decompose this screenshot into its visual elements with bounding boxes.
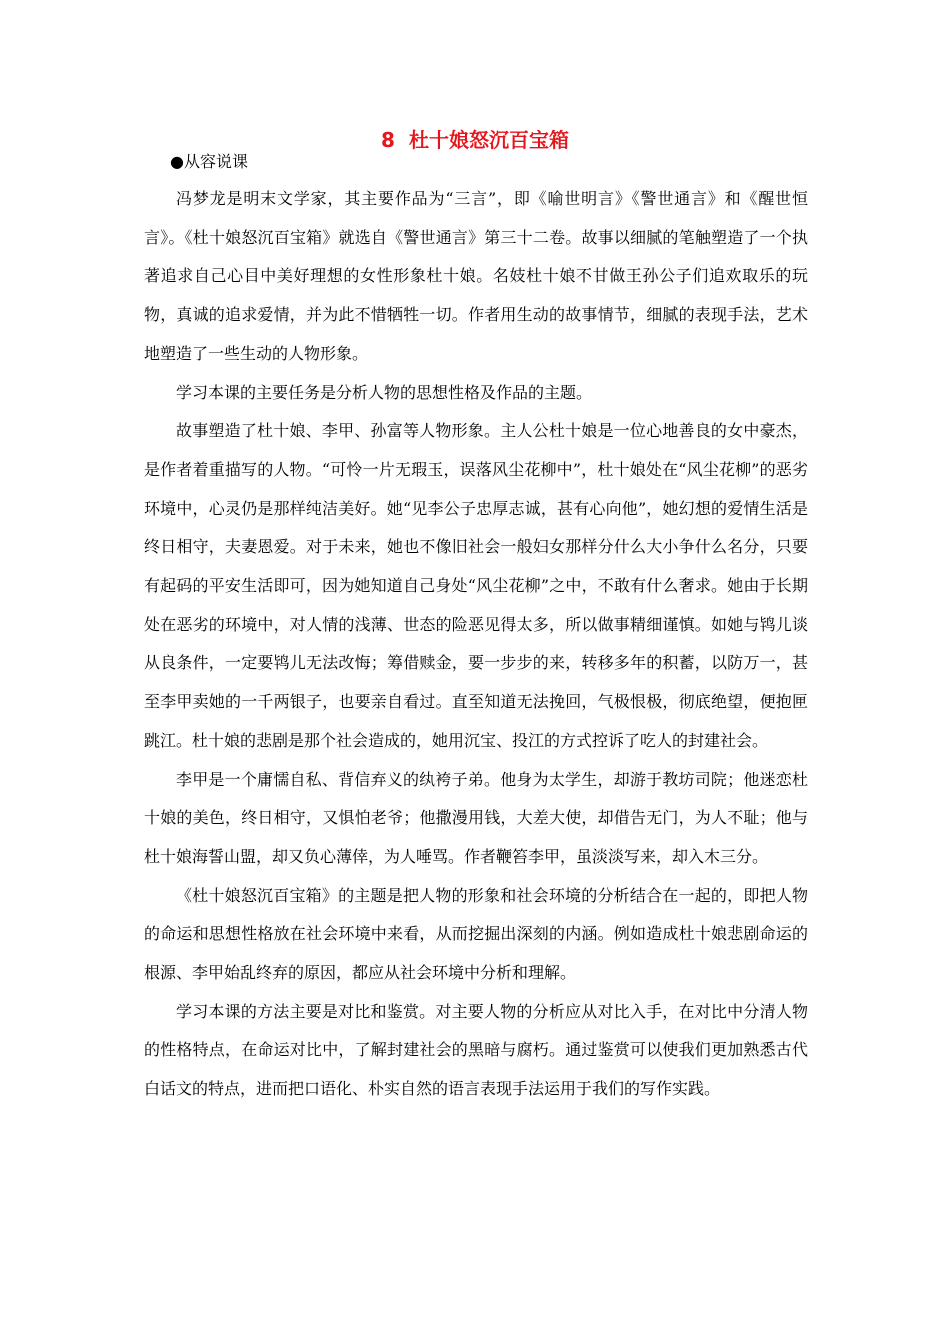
paragraph-method: 学习本课的方法主要是对比和鉴赏。对主要人物的分析应从对比入手，在对比中分清人物的性格特点，在命运对比中，了解封建社会的黑暗与腐朽。通过鉴赏可以使我们更加熟悉古代白话文的特点，进而把口语化、朴实自然的语言表现手法运用于我们的写作实践。 [144, 1001, 808, 1099]
paragraph-theme: 《杜十娘怒沉百宝箱》的主题是把人物的形象和社会环境的分析结合在一起的，即把人物的命运和思想性格放在社会环境中来看，从而挖掘出深刻的内涵。例如造成杜十娘悲剧命运的根源、李甲始乱终弃的原因，都应从社会环境中分析和理解。 [144, 885, 808, 983]
paragraph-du-shiniang: 故事塑造了杜十娘、李甲、孙富等人物形象。主人公杜十娘是一位心地善良的女中豪杰，是作者着重描写的人物。“可怜一片无瑕玉，误落风尘花柳中”，杜十娘处在“风尘花柳”的恶劣环境中，心灵仍是那样纯洁美好。她“见李公子忠厚志诚，甚有心向他”，她幻想的爱情生活是终日相守，夫妻恩爱。对于未来，她也不像旧社会一般妇女那样分什么大小争什么名分，只要有起码的平安生活即可，因为她知道自己身处“风尘花柳”之中，不敢有什么奢求。她由于长期处在恶劣的环境中，对人情的浅薄、世态的险恶见得太多，所以做事精细谨慎。如她与鸨儿谈从良条件，一定要鸨儿无法改悔；筹借赎金，要一步步的来，转移多年的积蓄，以防万一，甚至李甲卖她的一千两银子，也要亲自看过。直至知道无法挽回，气极恨极，彻底绝望，便抱匣跳江。杜十娘的悲剧是那个社会造成的，她用沉宝、投江的方式控诉了吃人的封建社会。 [144, 421, 808, 750]
title-number: 8 [381, 128, 395, 152]
paragraph-li-jia: 李甲是一个庸懦自私、背信弃义的纨袴子弟。他身为太学生，却游于教坊司院；他迷恋杜十娘的美色，终日相守，又惧怕老爷；他撒漫用钱，大差大使，却借告无门，为人不耻；他与杜十娘海誓山盟，却又负心薄倖，为人唾骂。作者鞭笞李甲，虽淡淡写来，却入木三分。 [144, 769, 808, 866]
section-heading: ●从容说课 [170, 152, 248, 171]
paragraph-intro: 冯梦龙是明末文学家，其主要作品为“三言”，即《喻世明言》《警世通言》和《醒世恒言》。《杜十娘怒沉百宝箱》就选自《警世通言》第三十二卷。故事以细腻的笔触塑造了一个执著追求自己心目中美好理想的女性形象杜十娘。名妓杜十娘不甘做王孙公子们追欢取乐的玩物，真诚的追求爱情，并为此不惜牺牲一切。作者用生动的故事情节，细腻的表现手法，艺术地塑造了一些生动的人物形象。 [144, 189, 808, 363]
body-text [144, 180, 808, 1109]
page-title [0, 124, 950, 153]
paragraph-task: 学习本课的主要任务是分析人物的思想性格及作品的主题。 [176, 382, 593, 402]
title-text: 杜十娘怒沉百宝箱 [408, 128, 569, 152]
